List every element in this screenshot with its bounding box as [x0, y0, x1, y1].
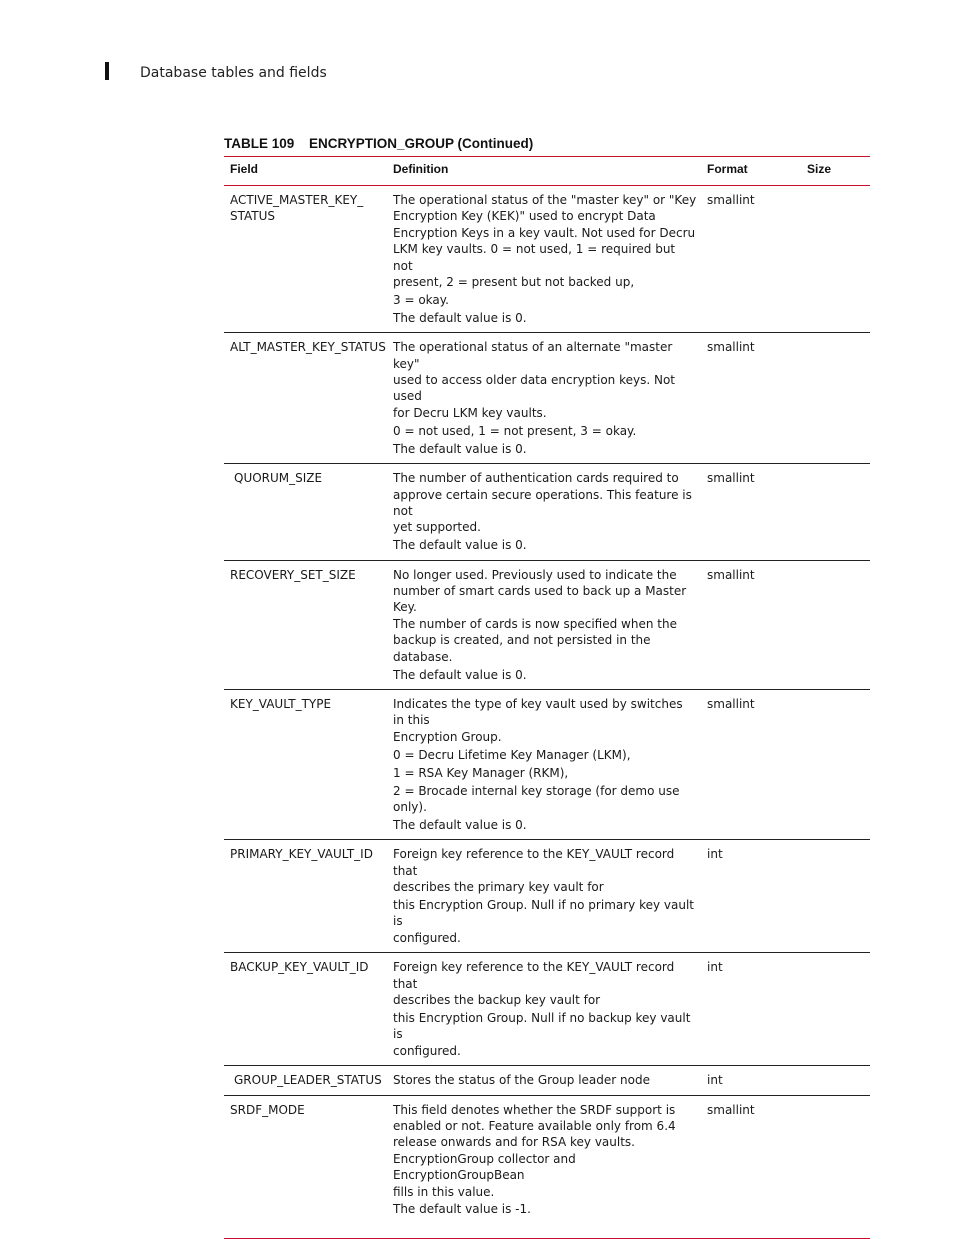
definition-line: Foreign key reference to the KEY_VAULT record that — [393, 847, 675, 878]
format-cell: smallint — [701, 1095, 801, 1238]
definition-cell — [387, 1066, 701, 1095]
field-cell — [224, 840, 387, 953]
field-cell — [224, 464, 387, 561]
field-cell — [224, 689, 387, 839]
definition-line: configured. — [393, 930, 461, 945]
definition-line: 1 = RSA Key Manager (RKM), — [393, 765, 569, 780]
format-cell: smallint — [701, 186, 801, 333]
definition-line: The default value is -1. — [393, 1202, 531, 1217]
definition-line: describes the backup key vault for — [393, 992, 601, 1007]
format-cell: smallint — [701, 333, 801, 464]
field-name: QUORUM_SIZE — [234, 471, 323, 486]
field-name: PRIMARY_KEY_VAULT_ID — [230, 847, 373, 862]
size-cell — [801, 840, 870, 953]
definition-line: approve certain secure operations. This feature is not — [393, 487, 692, 518]
table-row — [224, 333, 870, 464]
definition-cell — [387, 560, 701, 689]
size-cell — [801, 1095, 870, 1238]
field-name: KEY_VAULT_TYPE — [230, 696, 332, 711]
definition-cell — [387, 186, 701, 333]
definition-line: LKM key vaults. 0 = not used, 1 = required but not — [393, 242, 676, 273]
definition-line: EncryptionGroup collector and EncryptionGroupBean — [393, 1151, 576, 1183]
running-header: Database tables and fields — [140, 65, 327, 81]
size-cell — [801, 953, 870, 1066]
field-cell — [224, 953, 387, 1066]
field-cell — [224, 333, 387, 464]
format-cell: int — [701, 840, 801, 953]
definition-line: this Encryption Group. Null if no backup key vault is — [393, 1010, 691, 1042]
definition-line: The default value is 0. — [393, 667, 527, 682]
table-body — [224, 186, 870, 1239]
definition-line: The default value is 0. — [393, 538, 527, 553]
field-cell — [224, 560, 387, 689]
table-row — [224, 560, 870, 689]
definition-line: yet supported. — [393, 520, 481, 535]
table-row — [224, 840, 870, 953]
definition-line: describes the primary key vault for — [393, 880, 604, 895]
definition-line: The operational status of the "master key" or "Key — [393, 193, 697, 207]
definition-line: This field denotes whether the SRDF support is — [393, 1102, 676, 1117]
size-cell — [801, 186, 870, 333]
definition-line: fills in this value. — [393, 1184, 495, 1199]
definition-line: The default value is 0. — [393, 817, 527, 832]
definition-line: The operational status of an alternate "master key" — [393, 340, 673, 371]
size-cell — [801, 689, 870, 839]
table-header-row — [224, 157, 870, 186]
definition-line: configured. — [393, 1043, 461, 1058]
table-caption — [224, 136, 533, 151]
definition-line: Foreign key reference to the KEY_VAULT record that — [393, 960, 675, 991]
size-cell — [801, 560, 870, 689]
table-row — [224, 464, 870, 561]
table-row — [224, 186, 870, 333]
column-header-size: Size — [801, 157, 870, 186]
definition-line: The default value is 0. — [393, 310, 527, 325]
definition-cell — [387, 1095, 701, 1238]
definition-line: used to access older data encryption keys. Not used — [393, 373, 675, 404]
field-name: ALT_MASTER_KEY_STATUS — [230, 340, 386, 355]
definition-cell — [387, 953, 701, 1066]
definition-line: for Decru LKM key vaults. — [393, 405, 547, 420]
size-cell — [801, 333, 870, 464]
definition-line: Encryption Group. — [393, 729, 502, 744]
table-title: ENCRYPTION_GROUP (Continued) — [309, 136, 534, 151]
encryption-group-table — [224, 156, 870, 1239]
definition-cell — [387, 464, 701, 561]
definition-line: enabled or not. Feature available only from 6.4 — [393, 1118, 676, 1133]
size-cell — [801, 1066, 870, 1095]
format-cell: int — [701, 953, 801, 1066]
definition-line: Encryption Keys in a key vault. Not used for Decru — [393, 225, 696, 240]
definition-line: The default value is 0. — [393, 441, 527, 456]
format-cell: smallint — [701, 464, 801, 561]
definition-line: The number of authentication cards required to — [393, 471, 679, 486]
definition-cell — [387, 333, 701, 464]
definition-cell — [387, 840, 701, 953]
definition-line: Stores the status of the Group leader node — [393, 1073, 650, 1088]
definition-line: present, 2 = present but not backed up, — [393, 275, 635, 290]
definition-line: 0 = not used, 1 = not present, 3 = okay. — [393, 423, 637, 438]
field-name: GROUP_LEADER_STATUS — [234, 1073, 382, 1088]
definition-line: No longer used. Previously used to indicate the — [393, 567, 677, 582]
table-row — [224, 953, 870, 1066]
field-name: RECOVERY_SET_SIZE — [230, 567, 356, 582]
table-row — [224, 689, 870, 839]
definition-line: Indicates the type of key vault used by switches in this — [393, 696, 683, 728]
field-cell — [224, 186, 387, 333]
table-row — [224, 1066, 870, 1095]
column-header-format: Format — [701, 157, 801, 186]
field-name: STATUS — [230, 209, 276, 224]
field-cell — [224, 1066, 387, 1095]
change-bar — [105, 62, 109, 80]
field-name: ACTIVE_MASTER_KEY_ — [230, 193, 364, 207]
definition-line: number of smart cards used to back up a Master Key. — [393, 584, 687, 615]
column-header-definition: Definition — [387, 157, 701, 186]
definition-line: backup is created, and not persisted in the database. — [393, 633, 651, 664]
table-number: TABLE 109 — [224, 136, 295, 151]
definition-line: this Encryption Group. Null if no primary key vault is — [393, 897, 695, 929]
column-header-field: Field — [224, 157, 387, 186]
field-name: BACKUP_KEY_VAULT_ID — [230, 960, 369, 975]
size-cell — [801, 464, 870, 561]
definition-line: 0 = Decru Lifetime Key Manager (LKM), — [393, 747, 631, 762]
field-cell — [224, 1095, 387, 1238]
definition-cell — [387, 689, 701, 839]
format-cell: smallint — [701, 689, 801, 839]
definition-line: 3 = okay. — [393, 292, 449, 307]
table-row — [224, 1095, 870, 1238]
field-name: SRDF_MODE — [230, 1102, 305, 1117]
definition-line: release onwards and for RSA key vaults. — [393, 1135, 635, 1150]
definition-line: The number of cards is now specified when the — [393, 616, 677, 631]
definition-line: Encryption Key (KEK)" used to encrypt Data — [393, 209, 656, 224]
definition-line: 2 = Brocade internal key storage (for demo use only). — [393, 783, 680, 814]
format-cell: int — [701, 1066, 801, 1095]
format-cell: smallint — [701, 560, 801, 689]
